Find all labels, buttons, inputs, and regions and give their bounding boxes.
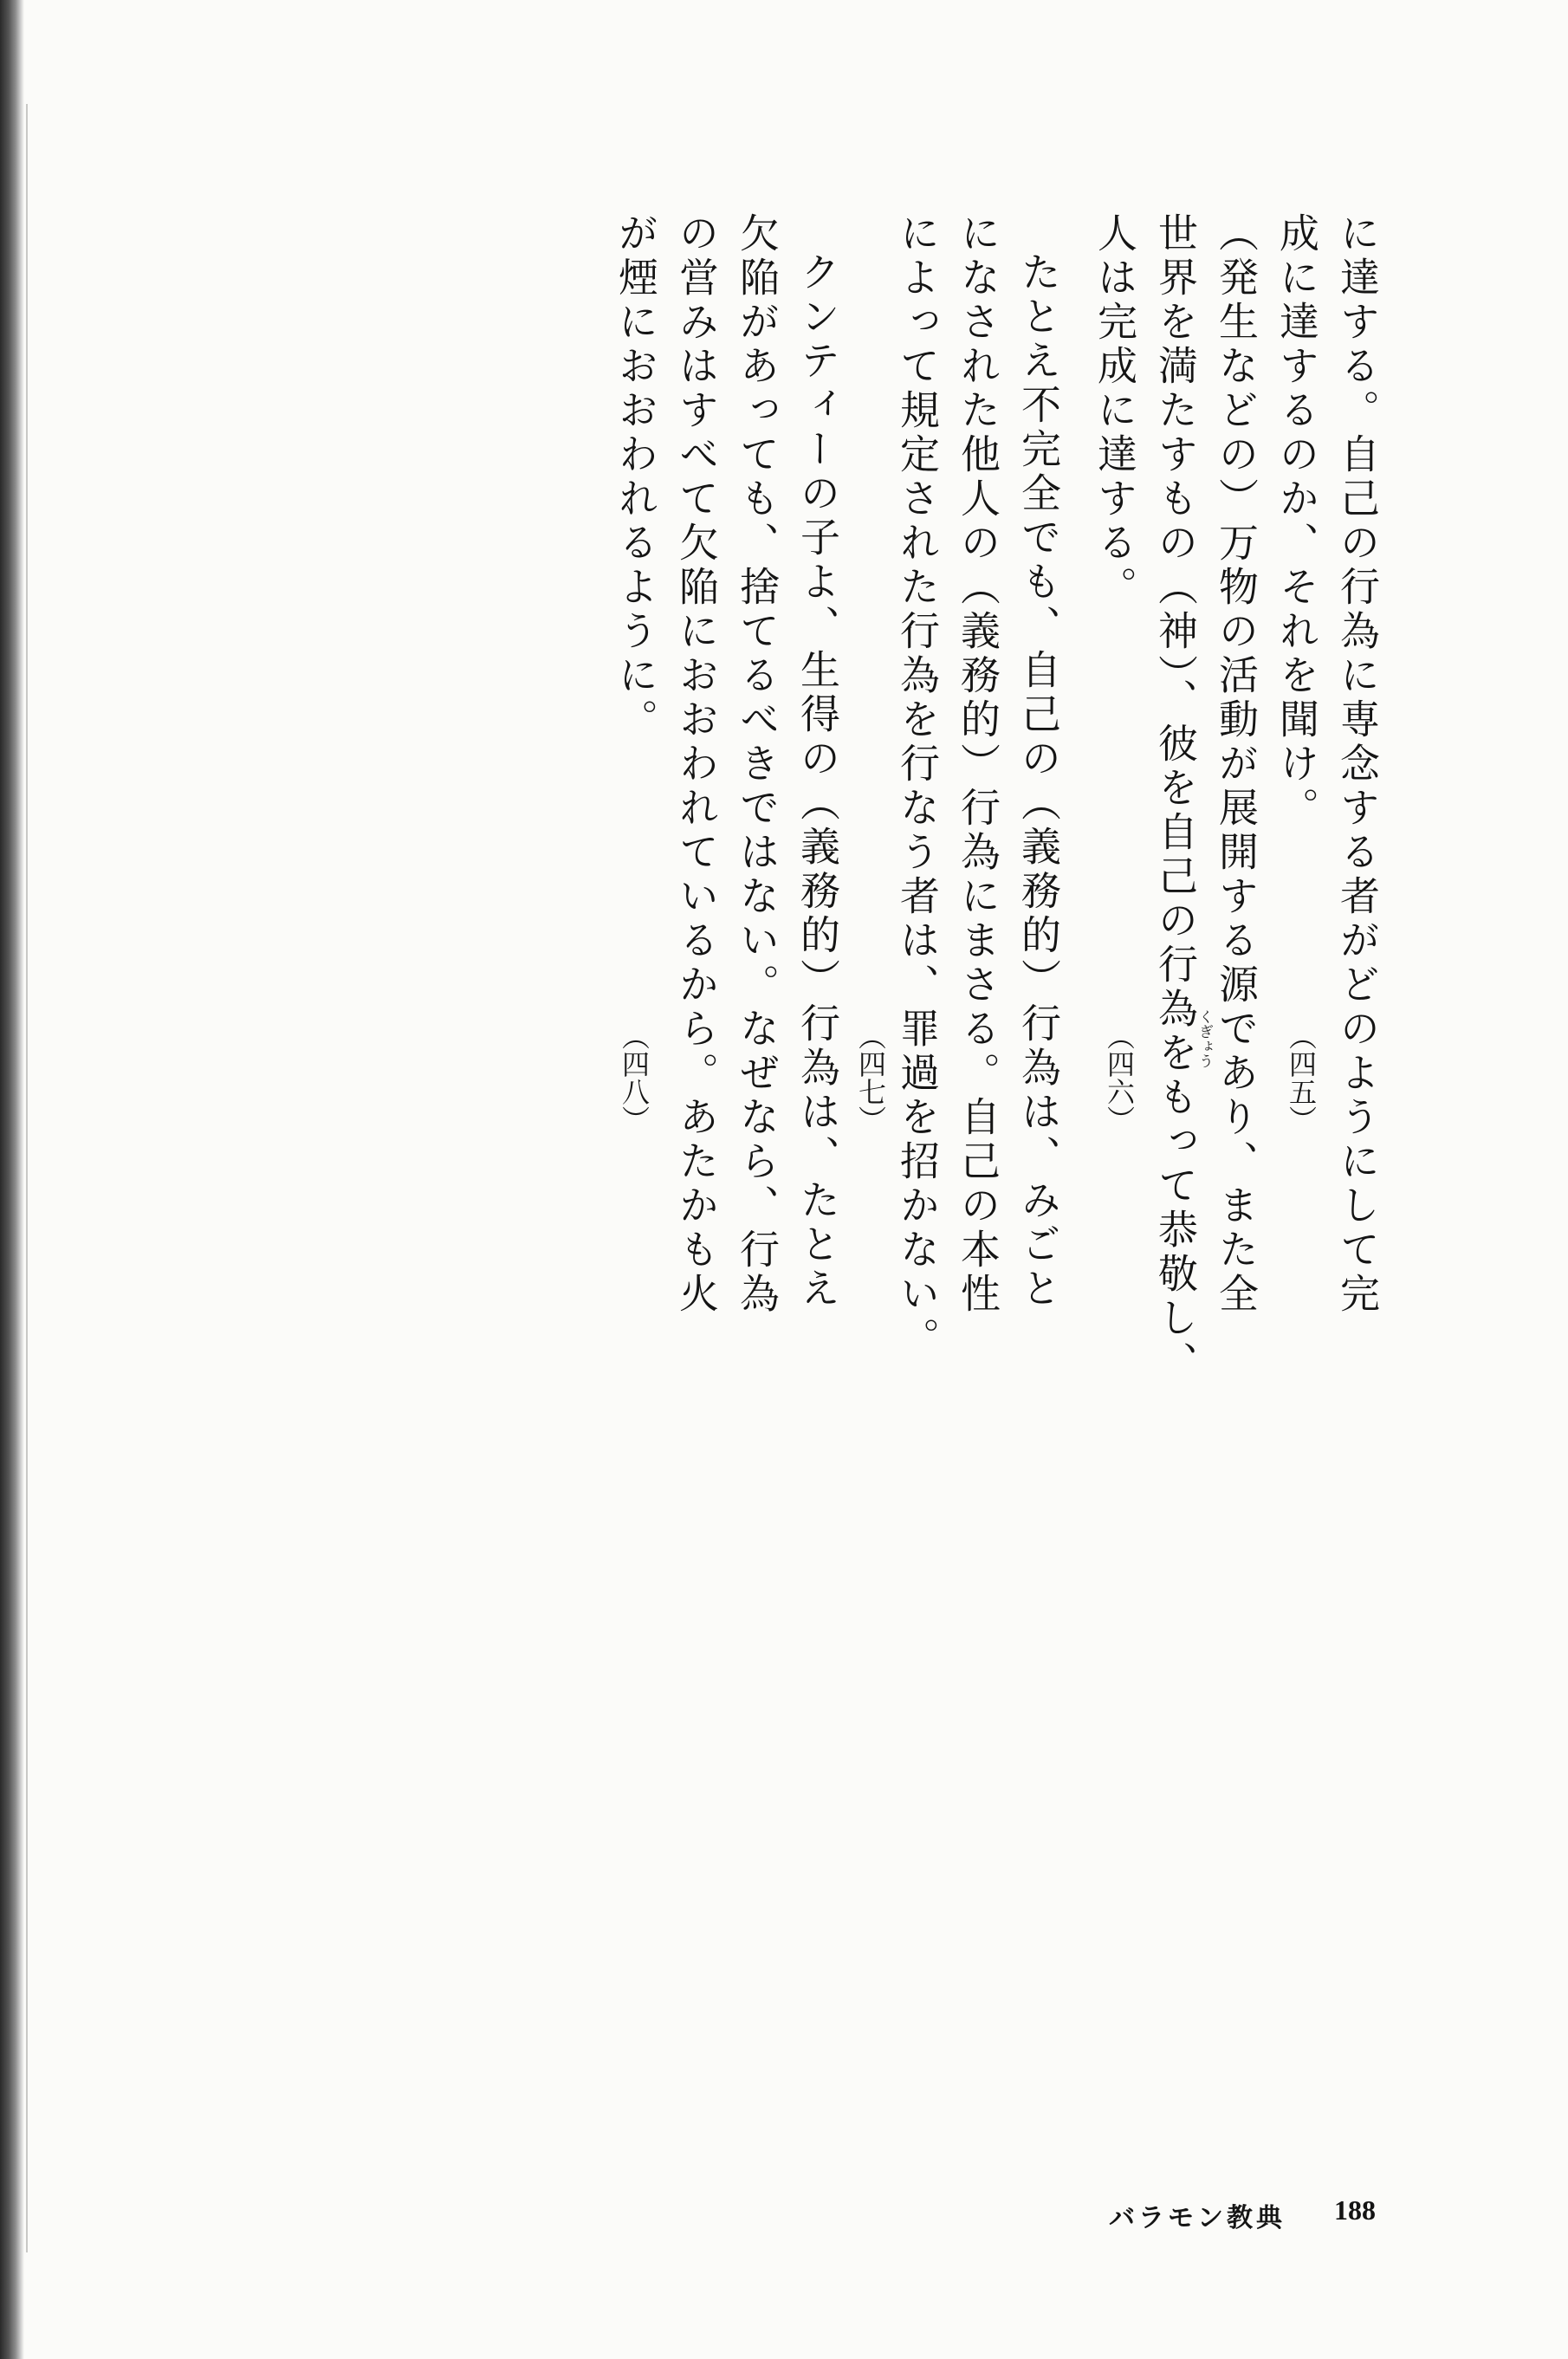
text-line-12: が煙におおわれるように。	[612, 212, 659, 742]
text-line-5: 人は完成に達する。	[1092, 212, 1138, 610]
verse-number-47: （四七）	[854, 1022, 887, 1133]
text-line-6: たとえ不完全でも、自己の（義務的）行為は、みごと	[1015, 251, 1062, 1312]
page-binding-edge	[0, 0, 24, 2359]
verse-number-48: （四八）	[618, 1022, 651, 1133]
text-line-2: 成に達するのか、それを聞け。	[1273, 212, 1320, 831]
text-line-8: によって規定された行為を行なう者は、罪過を招かない。	[894, 212, 941, 1361]
page-binding-line	[26, 104, 28, 2252]
text-line-1: に達する。自己の行為に専念する者がどのようにして完	[1334, 212, 1381, 1317]
text-line-7: になされた他人の（義務的）行為にまさる。自己の本性	[955, 212, 1001, 1317]
page-number: 188	[1334, 2194, 1376, 2226]
text-line-4: 世界を満たすもの（神）、彼を自己の行為をもって恭敬し、	[1152, 212, 1199, 1385]
running-footer-title: バラモン教典	[1109, 2203, 1286, 2233]
text-line-9: クンティーの子よ、生得の（義務的）行為は、たとえ	[794, 251, 841, 1312]
ruby-kugyo: くぎょう	[1195, 1009, 1213, 1068]
text-line-3: （発生などの）万物の活動が展開する源であり、また全	[1213, 212, 1260, 1317]
verse-number-45: （四五）	[1285, 1022, 1318, 1133]
text-line-10: 欠陥があっても、捨てるべきではない。なぜなら、行為	[734, 212, 781, 1317]
verse-number-46: （四六）	[1103, 1022, 1136, 1133]
text-line-11: の営みはすべて欠陥におおわれているから。あたかも火	[673, 212, 720, 1317]
